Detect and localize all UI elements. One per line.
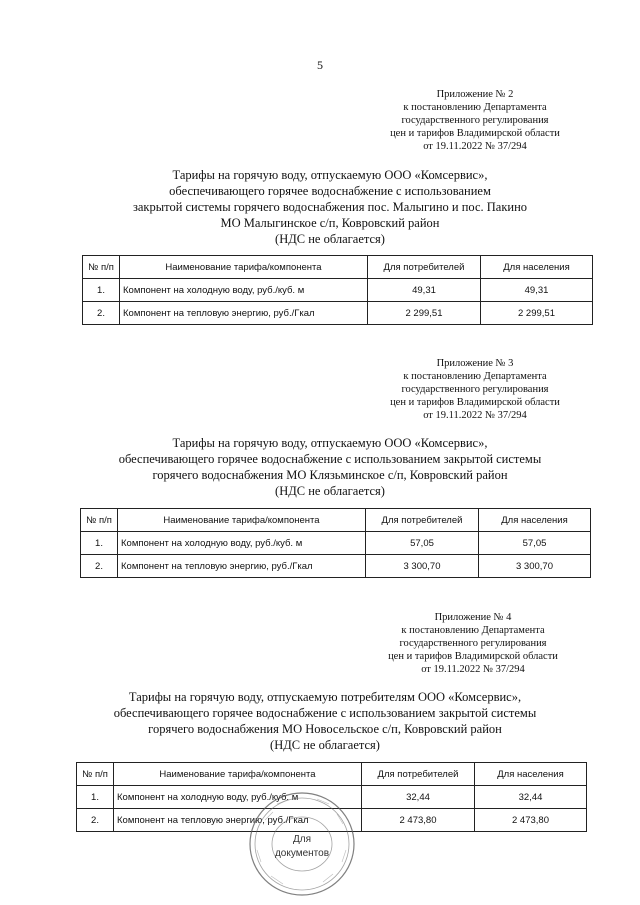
header-consumers: Для потребителей bbox=[368, 256, 481, 279]
appendix-4-header bbox=[358, 611, 588, 676]
header-name: Наименование тарифа/компонента bbox=[114, 763, 362, 786]
row-population: 32,44 bbox=[475, 786, 587, 809]
appendix-line: государственного регулирования bbox=[401, 115, 549, 126]
official-stamp bbox=[247, 790, 357, 898]
title-line: (НДС не облагается) bbox=[270, 738, 380, 752]
title-line: Тарифы на горячую воду, отпускаемую ООО «Комсервис», bbox=[172, 168, 488, 182]
table-row bbox=[83, 279, 593, 302]
table-row bbox=[81, 532, 591, 555]
row-name: Компонент на тепловую энергию, руб./Гкал bbox=[118, 555, 366, 578]
appendix-line: цен и тарифов Владимирской области bbox=[390, 397, 560, 408]
title-line: горячего водоснабжения МО Новосельское с/п, Ковровский район bbox=[148, 722, 502, 736]
title-line: обеспечивающего горячее водоснабжение с использованием закрытой системы bbox=[118, 452, 542, 466]
appendix-line: к постановлению Департамента bbox=[403, 371, 547, 382]
row-num: 1. bbox=[83, 279, 120, 302]
appendix-line: от 19.11.2022 № 37/294 bbox=[421, 664, 525, 675]
header-name: Наименование тарифа/компонента bbox=[118, 509, 366, 532]
title-line: обеспечивающего горячее водоснабжение с использованием bbox=[169, 184, 491, 198]
table-row bbox=[83, 302, 593, 325]
row-num: 1. bbox=[81, 532, 118, 555]
header-num: № п/п bbox=[83, 256, 120, 279]
title-line: Тарифы на горячую воду, отпускаемую ООО «Комсервис», bbox=[172, 436, 488, 450]
row-num: 2. bbox=[83, 302, 120, 325]
row-population: 3 300,70 bbox=[479, 555, 591, 578]
header-consumers: Для потребителей bbox=[366, 509, 479, 532]
row-num: 2. bbox=[77, 809, 114, 832]
appendix-line: цен и тарифов Владимирской области bbox=[388, 651, 558, 662]
tariff-table-2 bbox=[82, 255, 593, 325]
stamp-text-2: документов bbox=[274, 848, 330, 859]
appendix-line: к постановлению Департамента bbox=[403, 102, 547, 113]
table-header-row bbox=[83, 256, 593, 279]
row-population: 49,31 bbox=[481, 279, 593, 302]
header-num: № п/п bbox=[77, 763, 114, 786]
appendix-3-header bbox=[360, 357, 590, 422]
tariff-table-3 bbox=[80, 508, 591, 578]
appendix-line: от 19.11.2022 № 37/294 bbox=[423, 410, 527, 421]
table-header-row bbox=[77, 763, 587, 786]
title-line: закрытой системы горячего водоснабжения пос. Малыгино и пос. Пакино bbox=[132, 200, 528, 214]
row-name: Компонент на тепловую энергию, руб./Гкал bbox=[114, 809, 362, 832]
appendix-line: государственного регулирования bbox=[399, 638, 547, 649]
table-row bbox=[81, 555, 591, 578]
header-population: Для населения bbox=[475, 763, 587, 786]
section-4-title bbox=[55, 689, 595, 753]
title-line: Тарифы на горячую воду, отпускаемую потребителям ООО «Комсервис», bbox=[128, 690, 522, 704]
appendix-line: Приложение № 3 bbox=[436, 358, 514, 369]
row-name: Компонент на холодную воду, руб./куб. м bbox=[118, 532, 366, 555]
title-line: (НДС не облагается) bbox=[275, 484, 385, 498]
row-name: Компонент на тепловую энергию, руб./Гкал bbox=[120, 302, 368, 325]
row-population: 2 299,51 bbox=[481, 302, 593, 325]
stamp-text-1: Для bbox=[292, 834, 312, 845]
appendix-line: Приложение № 2 bbox=[436, 89, 514, 100]
row-name: Компонент на холодную воду, руб./куб. м bbox=[120, 279, 368, 302]
title-line: обеспечивающего горячее водоснабжение с использованием закрытой системы bbox=[113, 706, 537, 720]
section-2-title bbox=[60, 167, 600, 247]
appendix-line: к постановлению Департамента bbox=[401, 625, 545, 636]
section-3-title bbox=[60, 435, 600, 499]
appendix-2-header bbox=[360, 88, 590, 153]
header-consumers: Для потребителей bbox=[362, 763, 475, 786]
header-name: Наименование тарифа/компонента bbox=[120, 256, 368, 279]
header-num: № п/п bbox=[81, 509, 118, 532]
page-number: 5 bbox=[317, 58, 323, 72]
row-num: 1. bbox=[77, 786, 114, 809]
table-header-row bbox=[81, 509, 591, 532]
title-line: МО Малыгинское с/п, Ковровский район bbox=[220, 216, 440, 230]
row-consumers: 32,44 bbox=[362, 786, 475, 809]
row-consumers: 49,31 bbox=[368, 279, 481, 302]
appendix-line: Приложение № 4 bbox=[434, 612, 512, 623]
row-consumers: 57,05 bbox=[366, 532, 479, 555]
row-consumers: 3 300,70 bbox=[366, 555, 479, 578]
header-population: Для населения bbox=[481, 256, 593, 279]
title-line: горячего водоснабжения МО Клязьминское с/п, Ковровский район bbox=[152, 468, 508, 482]
header-population: Для населения bbox=[479, 509, 591, 532]
appendix-line: цен и тарифов Владимирской области bbox=[390, 128, 560, 139]
appendix-line: государственного регулирования bbox=[401, 384, 549, 395]
row-consumers: 2 299,51 bbox=[368, 302, 481, 325]
row-population: 2 473,80 bbox=[475, 809, 587, 832]
title-line: (НДС не облагается) bbox=[275, 232, 385, 246]
row-population: 57,05 bbox=[479, 532, 591, 555]
appendix-line: от 19.11.2022 № 37/294 bbox=[423, 141, 527, 152]
row-num: 2. bbox=[81, 555, 118, 578]
row-name: Компонент на холодную воду, руб./куб. м bbox=[114, 786, 362, 809]
row-consumers: 2 473,80 bbox=[362, 809, 475, 832]
